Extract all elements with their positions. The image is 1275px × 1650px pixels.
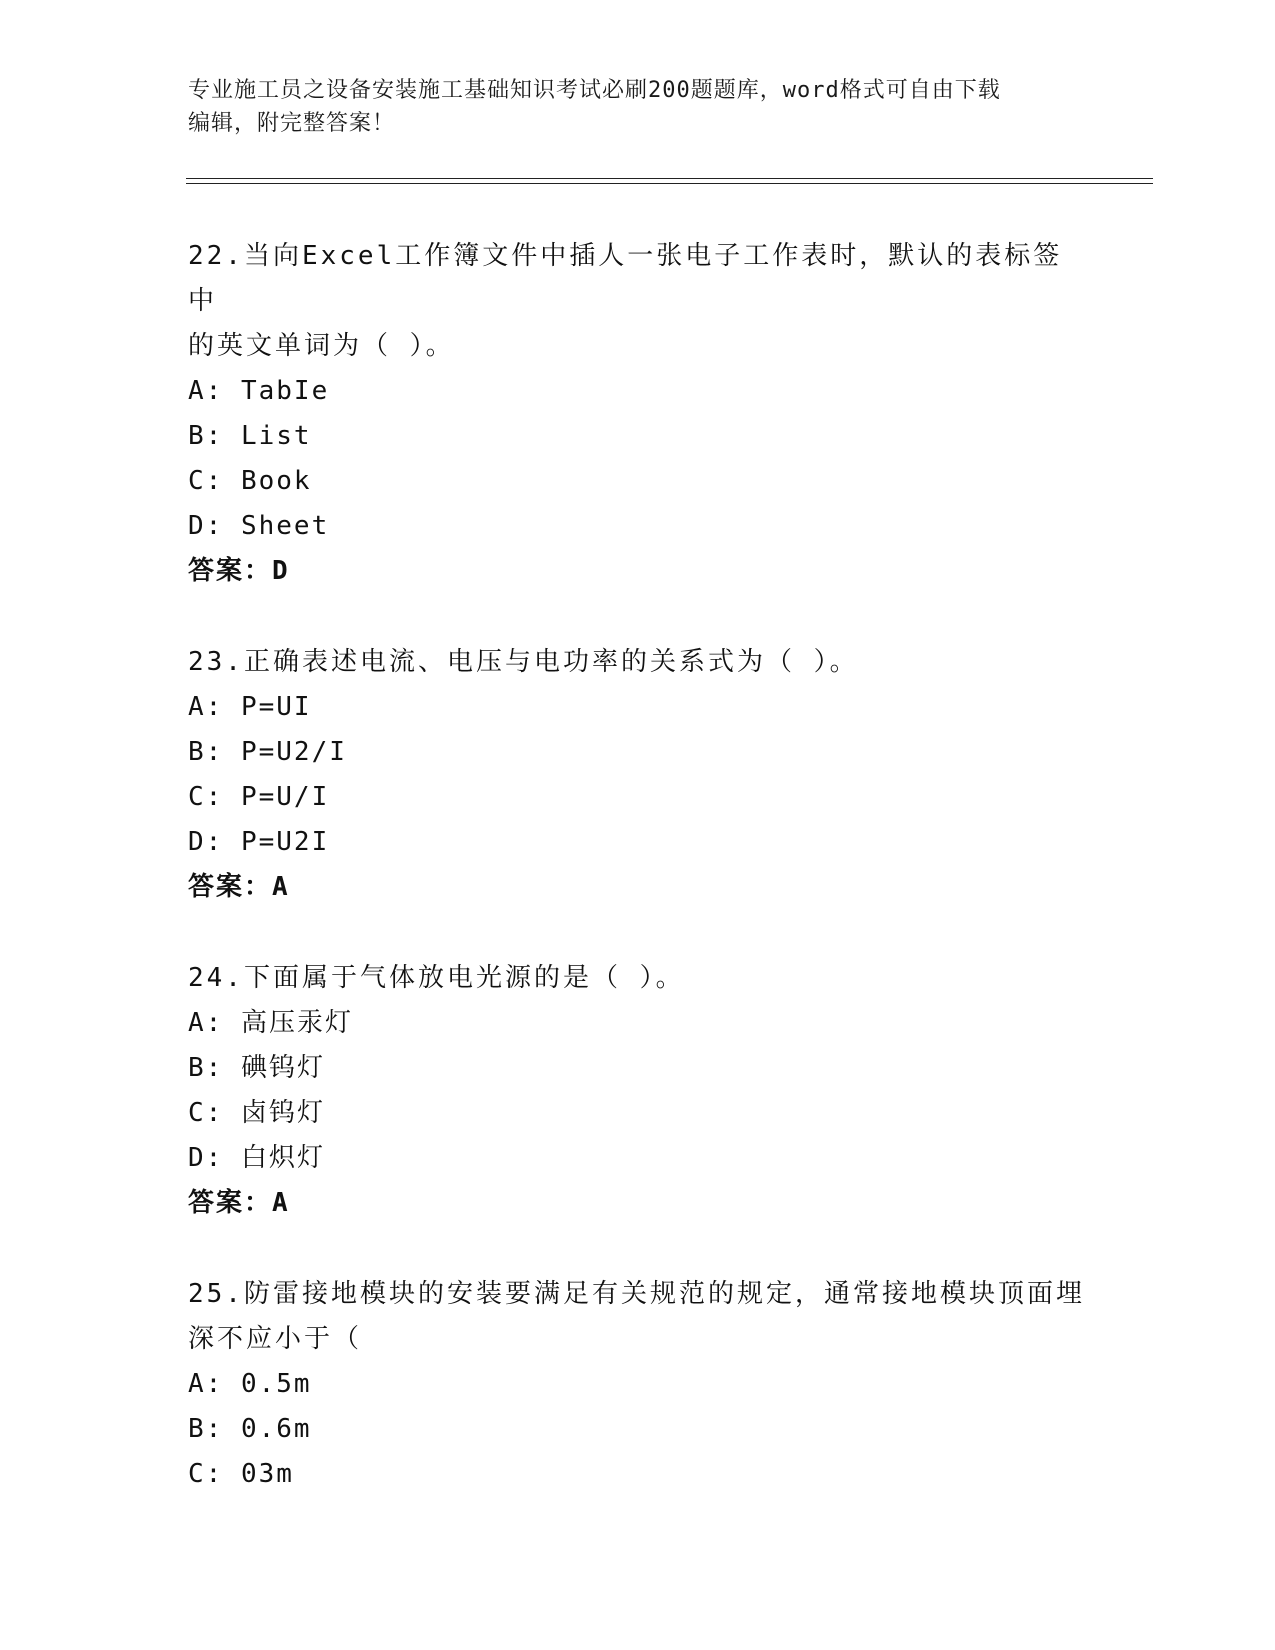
option-b: B: List — [188, 421, 312, 451]
question-24 — [188, 956, 1088, 1226]
header-divider-top — [186, 178, 1153, 179]
header-line-2: 编辑，附完整答案！ — [188, 111, 396, 136]
option-a: A: 0.5m — [188, 1369, 312, 1399]
option-a: A: P=UI — [188, 692, 312, 722]
header-line-1: 专业施工员之设备安装施工基础知识考试必刷200题题库，word格式可自由下载 — [188, 78, 1001, 103]
option-c: C: Book — [188, 466, 312, 496]
question-23 — [188, 640, 1088, 910]
option-a: A: 高压汞灯 — [188, 1008, 353, 1038]
question-stem-continued: 深不应小于（ — [188, 1324, 363, 1354]
option-c: C: P=U/I — [188, 782, 330, 812]
option-d: D: 白炽灯 — [188, 1143, 325, 1173]
answer: 答案：D — [188, 556, 290, 586]
spacer — [188, 1226, 1088, 1272]
question-stem: 22.当向Excel工作簿文件中插人一张电子工作表时，默认的表标签中 — [188, 241, 1063, 316]
header-divider-bottom — [186, 183, 1153, 184]
question-25 — [188, 1272, 1088, 1497]
spacer — [188, 594, 1088, 640]
option-c: C: 卤钨灯 — [188, 1098, 325, 1128]
option-d: D: P=U2I — [188, 827, 330, 857]
question-22 — [188, 234, 1088, 594]
option-b: B: 碘钨灯 — [188, 1053, 325, 1083]
option-b: B: 0.6m — [188, 1414, 312, 1444]
option-d: D: Sheet — [188, 511, 330, 541]
question-stem: 23.正确表述电流、电压与电功率的关系式为（ ）。 — [188, 647, 859, 677]
question-stem: 25.防雷接地模块的安装要满足有关规范的规定，通常接地模块顶面埋 — [188, 1279, 1085, 1309]
spacer — [188, 910, 1088, 956]
option-c: C: 03m — [188, 1459, 294, 1489]
document-header — [188, 74, 1068, 140]
answer: 答案：A — [188, 872, 290, 902]
question-stem-continued: 的英文单词为（ ）。 — [188, 331, 455, 361]
option-a: A: TabIe — [188, 376, 330, 406]
question-list — [188, 234, 1088, 1497]
question-stem: 24.下面属于气体放电光源的是（ ）。 — [188, 963, 685, 993]
answer: 答案：A — [188, 1188, 290, 1218]
option-b: B: P=U2/I — [188, 737, 347, 767]
